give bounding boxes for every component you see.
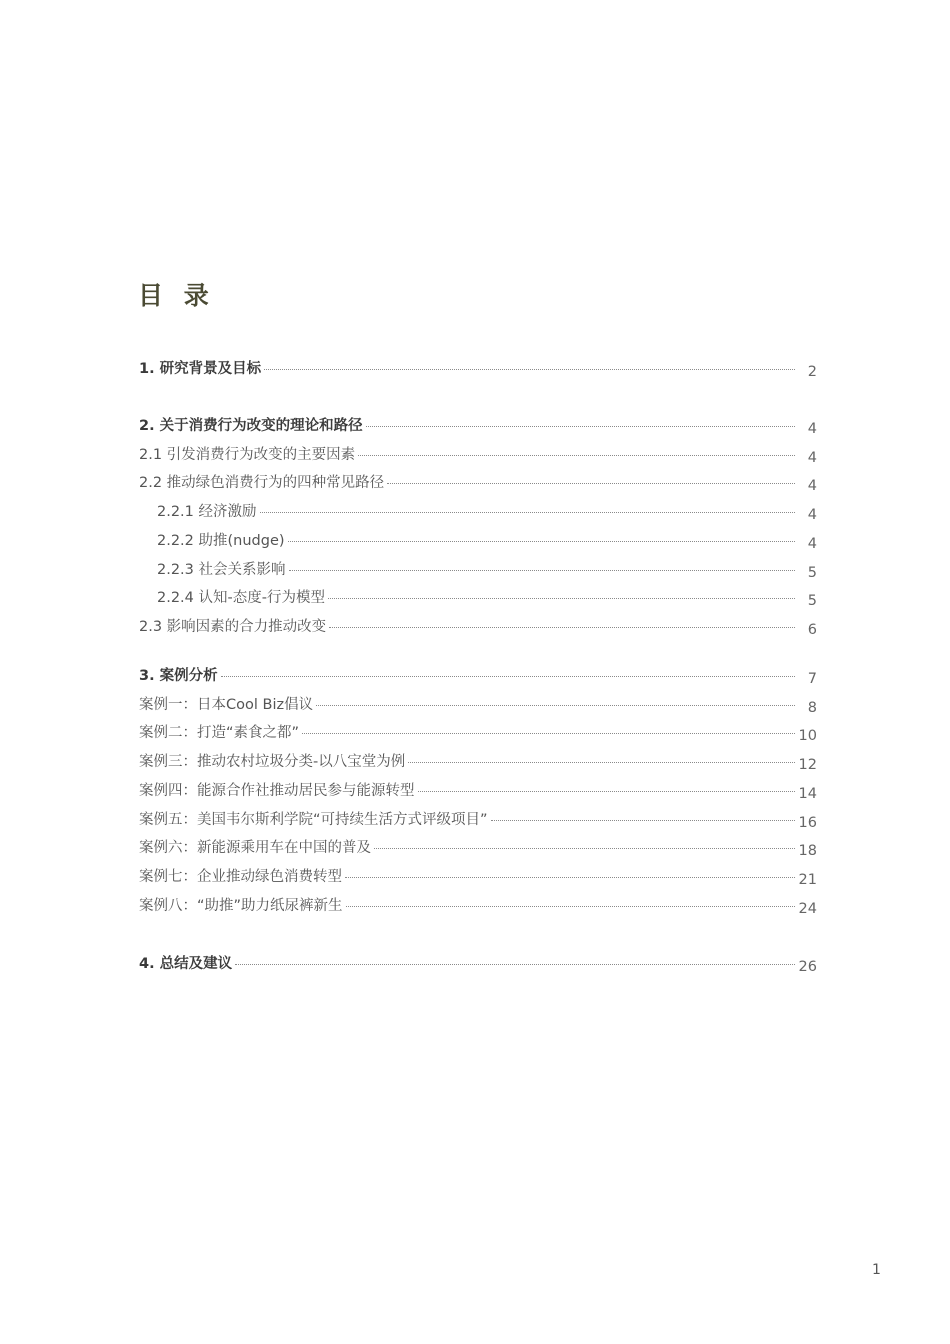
- toc-entry-section-1[interactable]: [139, 358, 817, 380]
- dot-leader: [288, 541, 795, 542]
- toc-entry-page: 5: [807, 593, 817, 609]
- toc-entry-page: 4: [807, 536, 817, 552]
- toc-entry-section-4[interactable]: [139, 953, 817, 975]
- toc-title: 目 录: [138, 281, 215, 310]
- toc-entry-case-2[interactable]: [139, 722, 817, 744]
- toc-entry-page: 2: [807, 364, 817, 380]
- dot-leader: [328, 598, 795, 599]
- toc-entry-label: 案例八：“助推”助力纸尿裤新生: [139, 898, 343, 914]
- toc-entry-case-4[interactable]: [139, 780, 817, 802]
- toc-entry-page: 24: [798, 901, 817, 917]
- toc-entry-2-2[interactable]: [139, 472, 817, 494]
- toc-entry-page: 12: [798, 757, 817, 773]
- toc-entry-label: 案例七：企业推动绿色消费转型: [139, 869, 342, 885]
- toc-entry-page: 6: [807, 622, 817, 638]
- toc-entry-2-2-3[interactable]: [157, 559, 817, 581]
- dot-leader: [418, 791, 795, 792]
- toc-entry-page: 4: [807, 421, 817, 437]
- dot-leader: [329, 627, 795, 628]
- dot-leader: [408, 762, 794, 763]
- toc-entry-page: 14: [798, 786, 817, 802]
- dot-leader: [221, 676, 795, 677]
- toc-entry-case-3[interactable]: [139, 751, 817, 773]
- toc-entry-page: 5: [807, 565, 817, 581]
- toc-entry-label: 案例三：推动农村垃圾分类-以八宝堂为例: [139, 754, 406, 770]
- toc-entry-page: 4: [807, 450, 817, 466]
- dot-leader: [235, 964, 794, 965]
- dot-leader: [302, 733, 795, 734]
- toc-entry-label: 案例一：日本Cool Biz倡议: [139, 697, 314, 713]
- dot-leader: [316, 705, 795, 706]
- toc-entry-label: 2.2.1 经济激励: [157, 504, 257, 520]
- page-number: 1: [872, 1262, 881, 1278]
- toc-entry-page: 16: [798, 815, 817, 831]
- toc-entry-2-3[interactable]: [139, 616, 817, 638]
- dot-leader: [387, 483, 795, 484]
- toc-entry-case-5[interactable]: [139, 809, 817, 831]
- toc-entry-label: 2.2.3 社会关系影响: [157, 562, 286, 578]
- toc-entry-page: 26: [798, 959, 817, 975]
- toc-entry-label: 2. 关于消费行为改变的理论和路径: [139, 418, 363, 434]
- toc-entry-label: 2.2.4 认知-态度-行为模型: [157, 590, 325, 606]
- toc-entry-label: 4. 总结及建议: [139, 956, 233, 972]
- toc-entry-label: 案例五：美国韦尔斯利学院“可持续生活方式评级项目”: [139, 812, 488, 828]
- toc-entry-label: 案例四：能源合作社推动居民参与能源转型: [139, 783, 415, 799]
- toc-entry-label: 2.2 推动绿色消费行为的四种常见路径: [139, 475, 385, 491]
- toc-entry-label: 2.3 影响因素的合力推动改变: [139, 619, 327, 635]
- toc-entry-label: 3. 案例分析: [139, 668, 218, 684]
- toc-entry-2-1[interactable]: [139, 444, 817, 466]
- dot-leader: [358, 455, 795, 456]
- toc-entry-page: 7: [807, 671, 817, 687]
- toc-entry-case-6[interactable]: [139, 837, 817, 859]
- toc-entry-page: 10: [798, 728, 817, 744]
- dot-leader: [264, 369, 795, 370]
- toc-entry-page: 4: [807, 507, 817, 523]
- toc-entry-2-2-4[interactable]: [157, 587, 817, 609]
- toc-entry-page: 18: [798, 843, 817, 859]
- toc-entry-label: 案例六：新能源乘用车在中国的普及: [139, 840, 371, 856]
- dot-leader: [491, 820, 795, 821]
- toc-entry-label: 2.1 引发消费行为改变的主要因素: [139, 447, 356, 463]
- dot-leader: [260, 512, 795, 513]
- toc-entry-2-2-1[interactable]: [157, 501, 817, 523]
- dot-leader: [346, 906, 795, 907]
- toc-entry-page: 4: [807, 478, 817, 494]
- toc-entry-label: 2.2.2 助推(nudge): [157, 533, 285, 549]
- dot-leader: [345, 877, 795, 878]
- toc-entry-page: 8: [807, 700, 817, 716]
- toc-entry-section-2[interactable]: [139, 415, 817, 437]
- toc-entry-page: 21: [798, 872, 817, 888]
- toc-entry-2-2-2[interactable]: [157, 530, 817, 552]
- dot-leader: [366, 426, 795, 427]
- dot-leader: [289, 570, 795, 571]
- toc-entry-case-7[interactable]: [139, 866, 817, 888]
- dot-leader: [374, 848, 795, 849]
- toc-entry-section-3[interactable]: [139, 665, 817, 687]
- toc-entry-case-8[interactable]: [139, 895, 817, 917]
- toc-entry-label: 案例二：打造“素食之都”: [139, 725, 300, 741]
- toc-entry-case-1[interactable]: [139, 694, 817, 716]
- toc-entry-label: 1. 研究背景及目标: [139, 361, 262, 377]
